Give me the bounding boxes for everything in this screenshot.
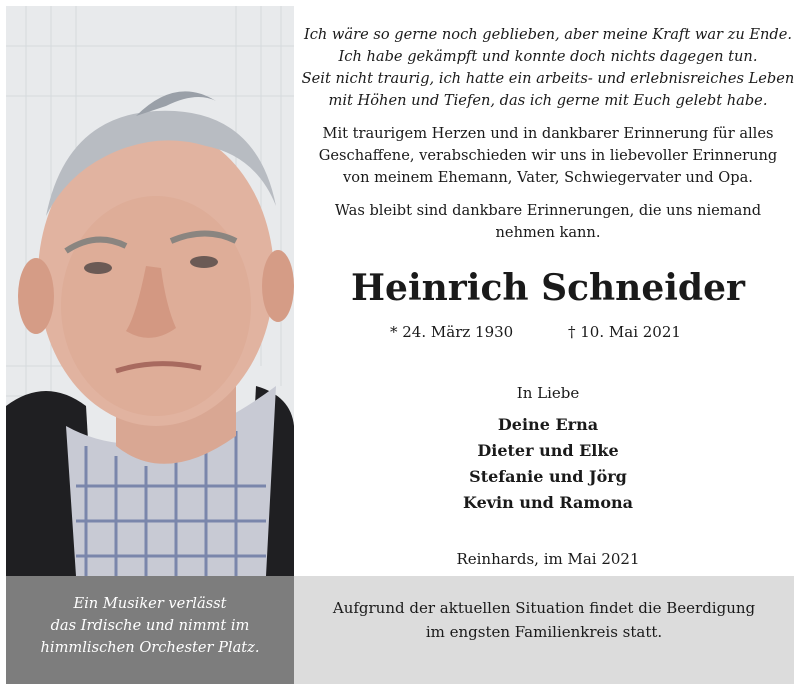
- notice-line: im engsten Familienkreis statt.: [425, 623, 663, 641]
- poem-line: Seit nicht traurig, ich hatte ein arbeits- und erlebnisreiches Leben: [301, 70, 795, 87]
- funeral-notice-band: [294, 576, 794, 684]
- quote-band: [6, 576, 294, 684]
- birth-date: * 24. März 1930: [390, 323, 514, 341]
- obituary-text-panel: [298, 0, 798, 575]
- funeral-notice-text: [294, 596, 794, 644]
- family-member: Deine Erna: [497, 415, 599, 434]
- quote-line: das Irdische und nimmt im: [50, 617, 250, 634]
- farewell-paragraph: [298, 123, 798, 189]
- in-love-label: In Liebe: [516, 384, 580, 402]
- poem-line: Ich habe gekämpft und konnte doch nichts dagegen tun.: [338, 48, 758, 65]
- quote-text: [6, 593, 294, 659]
- paragraph-line: Geschaffene, verabschieden wir uns in liebevoller Erinnerung: [318, 147, 778, 164]
- family-member: Stefanie und Jörg: [469, 467, 627, 486]
- place-date: Reinhards, im Mai 2021: [456, 550, 640, 568]
- poem-line: mit Höhen und Tiefen, das ich gerne mit Euch gelebt habe.: [328, 92, 768, 109]
- death-date: † 10. Mai 2021: [568, 323, 681, 341]
- portrait-photo: [6, 6, 294, 576]
- family-list: [298, 412, 798, 516]
- deceased-name: Heinrich Schneider: [351, 267, 745, 309]
- poem-line: Ich wäre so gerne noch geblieben, aber meine Kraft war zu Ende.: [303, 26, 793, 43]
- paragraph-line: nehmen kann.: [495, 224, 601, 241]
- notice-line: Aufgrund der aktuellen Situation findet die Beerdigung: [332, 599, 756, 617]
- family-member: Kevin und Ramona: [463, 493, 633, 512]
- paragraph-line: Mit traurigem Herzen und in dankbarer Erinnerung für alles: [322, 125, 774, 142]
- paragraph-line: Was bleibt sind dankbare Erinnerungen, die uns niemand: [334, 202, 762, 219]
- portrait-illustration: [6, 6, 294, 576]
- family-member: Dieter und Elke: [477, 441, 619, 460]
- memories-paragraph: [298, 200, 798, 244]
- paragraph-line: von meinem Ehemann, Vater, Schwiegervater und Opa.: [343, 169, 753, 186]
- quote-line: himmlischen Orchester Platz.: [40, 639, 260, 656]
- quote-line: Ein Musiker verlässt: [73, 595, 227, 612]
- poem: [298, 24, 798, 112]
